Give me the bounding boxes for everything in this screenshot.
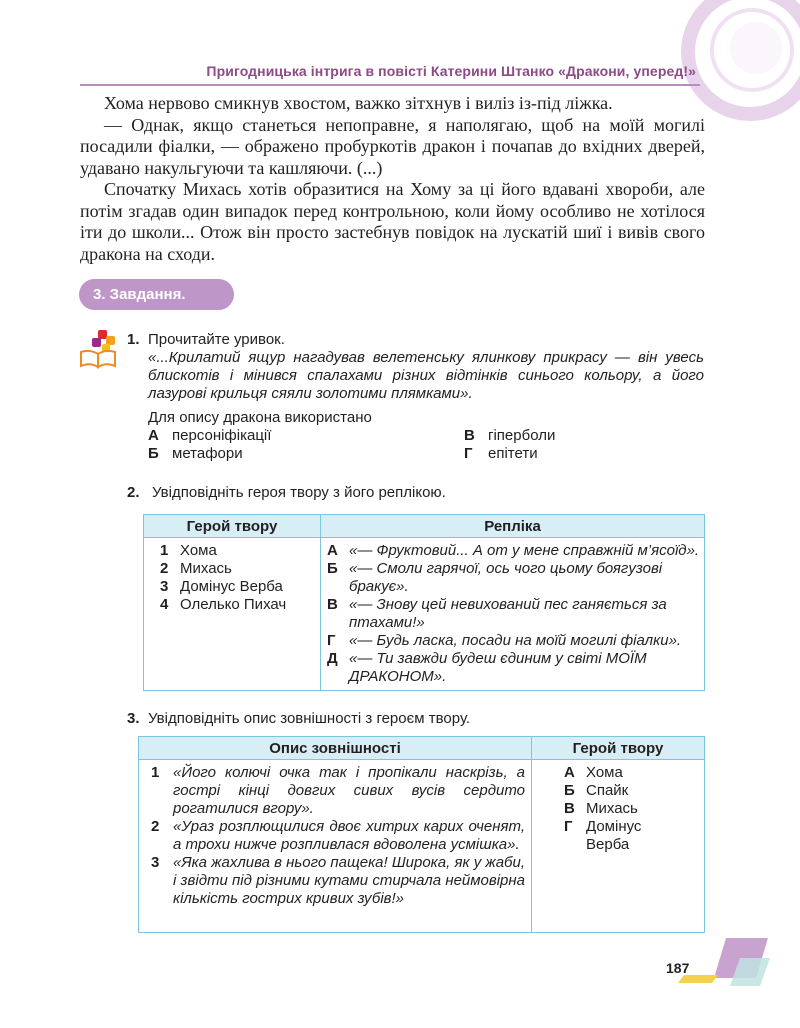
list-item	[564, 764, 698, 782]
list-item	[327, 650, 700, 686]
item-number: 2	[160, 560, 169, 577]
appearance-hero-table	[138, 736, 705, 933]
reading-book-icon	[78, 328, 120, 370]
item-letter: А	[327, 542, 338, 559]
item-text: «Яка жахлива в нього пащека! Широка, як у жаби, і звідти під різними кутами стирчала неймовірна кількість гострих кривих зубів!»	[173, 854, 525, 907]
option-text: метафори	[172, 445, 243, 462]
list-item	[327, 542, 700, 560]
hero-reply-table	[143, 514, 705, 691]
column-header: Герой твору	[532, 737, 705, 760]
list-item	[151, 854, 525, 908]
item-letter: Д	[327, 650, 338, 667]
answer-option	[148, 445, 243, 463]
list-item	[564, 800, 698, 818]
item-text: Хома	[180, 542, 217, 559]
list-item	[327, 596, 700, 632]
item-text: «— Ти завжди будеш єдиним у світі МОЇМ ДРАКОНОМ».	[349, 650, 647, 685]
item-letter: А	[564, 764, 575, 781]
option-letter: А	[148, 427, 159, 444]
answer-option	[148, 427, 271, 445]
column-header: Герой твору	[144, 515, 321, 538]
item-letter: В	[564, 800, 575, 817]
option-text: персоніфікації	[172, 427, 272, 444]
list-item	[160, 560, 314, 578]
item-text: «— Будь ласка, посади на моїй могилі фіалки».	[349, 632, 682, 649]
option-text: епітети	[488, 445, 538, 462]
item-text: Михась	[180, 560, 232, 577]
item-letter: Б	[327, 560, 338, 577]
list-item	[160, 596, 314, 614]
task-number: 2.	[127, 484, 140, 501]
item-text: «— Знову цей невихований пес ганяється за птахами!»	[349, 596, 667, 631]
item-text: Спайк	[586, 782, 629, 799]
list-item	[564, 782, 698, 800]
item-text: Домінус Верба	[586, 818, 642, 853]
list-item	[327, 632, 700, 650]
question: Для опису дракона використано	[148, 409, 372, 426]
header-rule	[80, 84, 700, 86]
item-number: 3	[160, 578, 169, 595]
item-text: Домінус Верба	[180, 578, 283, 595]
list-item	[160, 542, 314, 560]
story-excerpt	[80, 93, 705, 265]
item-text: Михась	[586, 800, 638, 817]
list-item	[151, 818, 525, 854]
answer-option	[464, 427, 555, 445]
list-item	[151, 764, 525, 818]
paragraph: Хома нервово смикнув хвостом, важко зітхнув і виліз із-під ліжка.	[104, 93, 613, 113]
task-instruction: Увідповідніть героя твору з його реплікою.	[152, 484, 446, 501]
item-number: 2	[151, 818, 160, 835]
item-text: «Його колючі очка так і пропікали наскрізь, а гострі кінці довгих сивих вусів сердито рогатилися вгору».	[173, 764, 525, 817]
quote: «...Крилатий ящур нагадував велетенську ялинкову прикрасу — він увесь блискотів і мінився спалахами різних відтінків синього кольору, а його лазурові крильця сяяли золотими плямками».	[148, 349, 704, 402]
item-text: «— Фруктовий... А от у мене справжній м’ясоїд».	[349, 542, 700, 559]
task-number: 3.	[127, 710, 140, 727]
option-letter: В	[464, 427, 475, 444]
descriptions-cell	[139, 760, 532, 933]
item-text: «— Смоли гарячої, ось чого цьому боягузові бракує».	[349, 560, 663, 595]
list-item	[564, 818, 698, 854]
section-heading: 3. Завдання.	[79, 279, 234, 310]
footer-shape-yellow	[678, 975, 718, 983]
paragraph: — Однак, якщо станеться непоправне, я наполягаю, щоб на моїй могилі посадили фіалки, — ображено пробуркотів дракон і почапав до вхідних дверей, удавано накульгуючи та кашляючи. (...)	[80, 114, 705, 178]
item-number: 3	[151, 854, 160, 871]
paragraph: Спочатку Михась хотів образитися на Хому за ці його вдавані хвороби, але потім згадав один випадок перед контрольною, коли йому особливо не хотілося іти до школи... Отож він просто застебнув повідок на лускатій шиї і вивів свого дракона на сходи.	[80, 179, 705, 264]
item-letter: Г	[327, 632, 336, 649]
replies-cell	[321, 538, 705, 691]
item-text: Олелько Пихач	[180, 596, 287, 613]
item-letter: В	[327, 596, 338, 613]
item-number: 4	[160, 596, 169, 613]
task-instruction: Увідповідніть опис зовнішності з героєм твору.	[148, 710, 471, 727]
item-text: «Ураз розплющилися двоє хитрих карих оченят, а трохи нижче розпливлася вдоволена усмішка».	[173, 818, 525, 853]
answer-option	[464, 445, 538, 463]
list-item	[327, 560, 700, 596]
option-letter: Б	[148, 445, 159, 462]
task-instruction: Прочитайте уривок.	[148, 331, 285, 348]
column-header: Репліка	[321, 515, 705, 538]
item-letter: Г	[564, 818, 573, 835]
heroes-cell	[144, 538, 321, 691]
item-text: Хома	[586, 764, 623, 781]
running-header: Пригодницька інтрига в повісті Катерини Штанко «Дракони, уперед!»	[206, 63, 696, 79]
task-number: 1.	[127, 331, 140, 348]
page-number: 187	[666, 960, 690, 976]
list-item	[160, 578, 314, 596]
option-letter: Г	[464, 445, 473, 462]
item-number: 1	[151, 764, 160, 781]
item-number: 1	[160, 542, 169, 559]
column-header: Опис зовнішності	[139, 737, 532, 760]
item-letter: Б	[564, 782, 575, 799]
heroes-cell	[532, 760, 705, 933]
option-text: гіперболи	[488, 427, 556, 444]
